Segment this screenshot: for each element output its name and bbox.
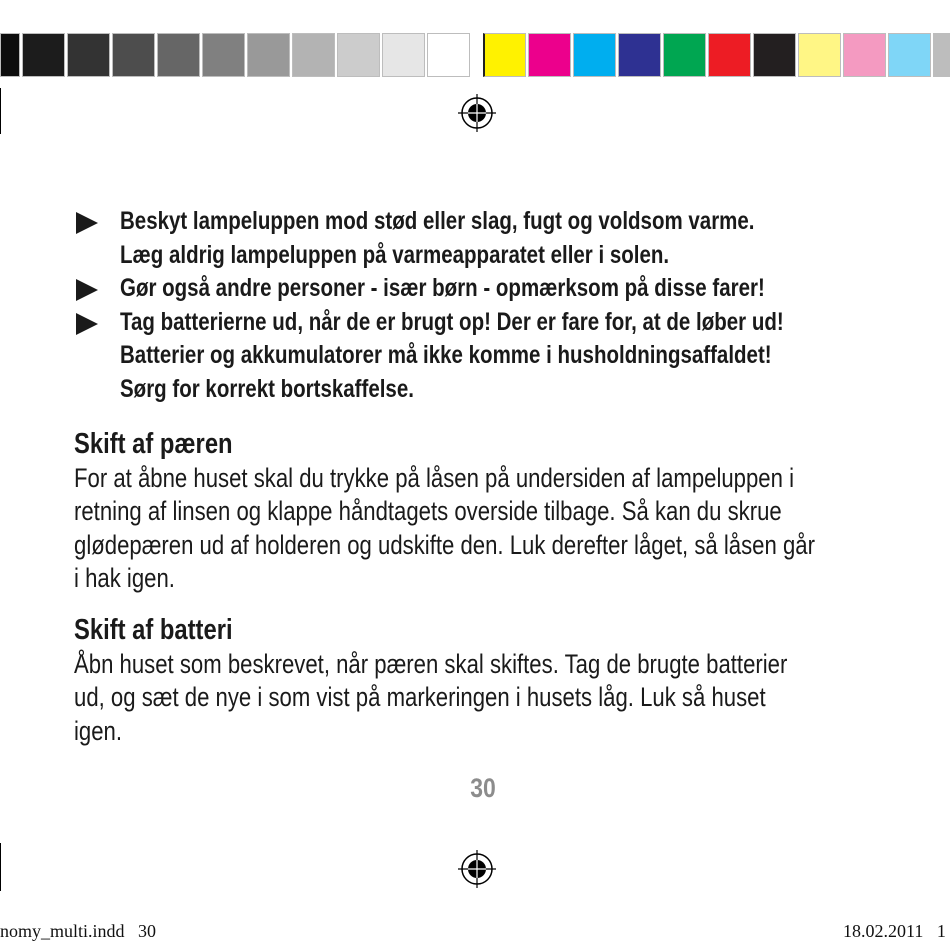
color-swatch <box>888 33 931 77</box>
triangle-bullet-icon <box>76 212 98 234</box>
section-bulb-replacement <box>74 426 950 596</box>
warning-item <box>74 205 894 272</box>
process-color-bar <box>483 33 950 79</box>
warning-item <box>74 306 894 407</box>
gray-swatch <box>292 33 335 77</box>
crop-mark-top-left <box>0 88 1 134</box>
color-swatch <box>708 33 751 77</box>
section-body: Åbn huset som beskrevet, når pæren skal skiftes. Tag de brugte batterier ud, og sæt de nye i som vist på markeringen i husets låg. Luk så huset igen. <box>74 649 788 746</box>
color-swatch <box>933 33 950 77</box>
warning-text: Gør også andre personer - især børn - opmærksom på disse farer! <box>120 274 765 303</box>
color-swatch <box>483 33 526 77</box>
triangle-bullet-icon <box>76 279 98 301</box>
gray-swatch <box>157 33 200 77</box>
color-swatch <box>753 33 796 77</box>
gray-swatch <box>427 33 470 77</box>
date-slug: 18.02.2011 1 <box>843 921 946 941</box>
warning-list <box>74 205 894 407</box>
gray-swatch <box>22 33 65 77</box>
page-number: 30 <box>470 773 496 803</box>
color-swatch <box>798 33 841 77</box>
registration-mark-top-icon <box>458 94 496 132</box>
gray-swatch <box>382 33 425 77</box>
section-heading: Skift af batteri <box>74 614 233 646</box>
color-swatch <box>528 33 571 77</box>
file-slug: nomy_multi.indd 30 <box>0 921 157 941</box>
grayscale-color-bar <box>0 33 472 79</box>
warning-text: Tag batterierne ud, når de er brugt op! Der er fare for, at de løber ud! Batterier og akkumulatorer må ikke komme i husholdningsaffaldet! Sørg for korrekt bortskaffelse. <box>120 307 784 403</box>
gray-swatch <box>112 33 155 77</box>
gray-swatch <box>0 33 20 77</box>
color-swatch <box>843 33 886 77</box>
crop-mark-bottom-left <box>0 843 1 891</box>
color-swatch <box>663 33 706 77</box>
gray-swatch <box>202 33 245 77</box>
registration-mark-bottom-icon <box>458 850 496 888</box>
section-heading: Skift af pæren <box>74 428 233 460</box>
gray-swatch <box>67 33 110 77</box>
warning-item <box>74 272 894 306</box>
section-body: For at åbne huset skal du trykke på låsen på undersiden af lampeluppen i retning af linsen og klappe håndtagets overside tilbage. Så kan du skrue glødepæren ud af holderen og udskifte den. Luk derefter låget, så låsen går i hak igen. <box>74 463 815 594</box>
triangle-bullet-icon <box>76 313 98 335</box>
color-swatch <box>618 33 661 77</box>
gray-swatch <box>337 33 380 77</box>
warning-list-container <box>74 205 894 407</box>
color-swatch <box>573 33 616 77</box>
section-battery-replacement <box>74 612 950 748</box>
gray-swatch <box>247 33 290 77</box>
warning-text: Beskyt lampeluppen mod stød eller slag, fugt og voldsom varme. Læg aldrig lampeluppen på varmeapparatet eller i solen. <box>120 207 755 269</box>
